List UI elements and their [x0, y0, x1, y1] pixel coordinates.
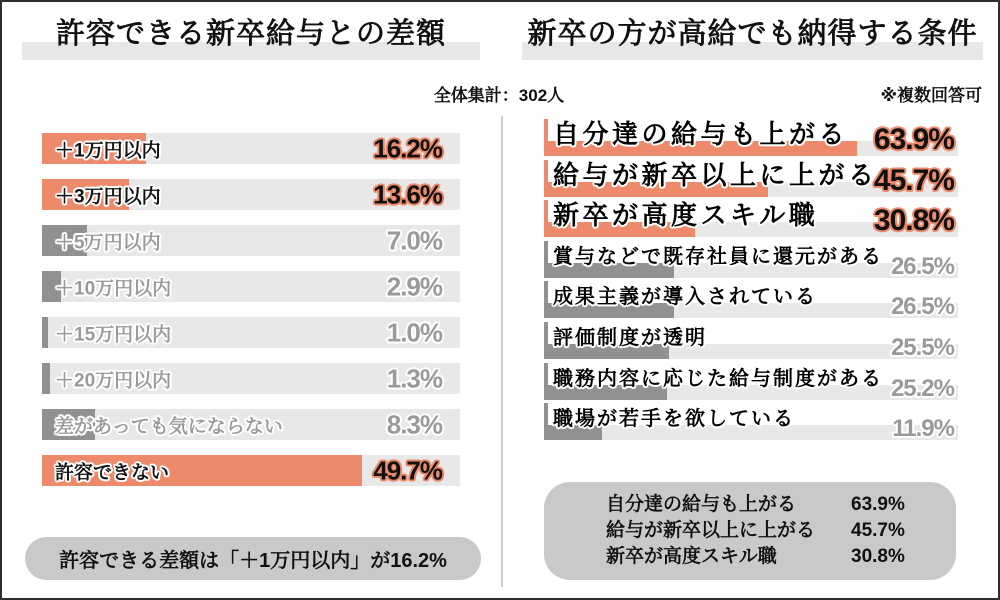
summary-value: 63.9%: [851, 494, 905, 515]
bar-label: 賞与などで既存社員に還元がある: [553, 245, 883, 268]
summary-row: [606, 492, 916, 518]
bar-left-tick: [544, 200, 548, 236]
bar-label: ＋1万円以内: [55, 140, 161, 161]
bar-label: ＋20万円以内: [55, 370, 172, 391]
bar-left-tick: [544, 403, 548, 439]
bar-label: 新卒が高度スキル職: [553, 200, 819, 231]
bar-row: [42, 133, 460, 164]
bar-row: [544, 320, 958, 361]
bar-row: [544, 117, 958, 158]
bar-label: 職務内容に応じた給与制度がある: [553, 367, 883, 390]
summary-row: [606, 544, 916, 570]
bar-fill: [42, 363, 50, 394]
bar-value: 25.2%: [890, 374, 954, 402]
bar-value: 16.2%: [373, 133, 442, 163]
bar-row: [544, 198, 958, 239]
left-summary-note: 許容できる差額は「＋1万円以内」が16.2%: [25, 537, 481, 580]
top-conditions-summary-box: [544, 482, 956, 580]
summary-label: 給与が新卒以上に上がる: [606, 520, 816, 541]
bar-value: 63.9%: [873, 123, 954, 156]
bar-row: [544, 279, 958, 320]
right-bar-chart: [544, 117, 958, 442]
bar-row: [544, 158, 958, 199]
summary-value: 30.8%: [851, 546, 905, 567]
bar-row: [544, 401, 958, 442]
summary-label: 自分達の給与も上がる: [606, 494, 797, 515]
bar-row: [42, 179, 460, 210]
bar-value: 1.3%: [386, 363, 442, 393]
bar-label: 差があっても気にならない: [55, 416, 283, 437]
summary-row: [606, 518, 916, 544]
bar-row: [42, 317, 460, 348]
bar-left-tick: [544, 322, 548, 358]
bar-fill: [42, 317, 48, 348]
multiple-answers-note: ※複数回答可: [880, 86, 982, 105]
bar-left-tick: [544, 363, 548, 399]
bar-value: 7.0%: [386, 225, 442, 255]
bar-label: ＋10万円以内: [55, 278, 172, 299]
bar-row: [544, 361, 958, 402]
bar-left-tick: [544, 241, 548, 277]
bar-row: [544, 239, 958, 280]
bar-row: [42, 363, 460, 394]
bar-row: [42, 409, 460, 440]
bar-label: 許容できない: [55, 462, 170, 483]
bar-value: 45.7%: [873, 163, 954, 197]
bar-value: 49.7%: [373, 455, 442, 485]
bar-left-tick: [544, 119, 548, 155]
bar-label: 職場が若手を欲している: [553, 408, 795, 431]
bar-value: 25.5%: [890, 333, 954, 361]
bar-row: [42, 225, 460, 256]
bar-label: ＋15万円以内: [55, 324, 172, 345]
bar-left-tick: [544, 281, 548, 317]
bar-value: 11.9%: [892, 415, 954, 443]
bar-value: 30.8%: [873, 204, 954, 238]
bar-value: 13.6%: [373, 179, 442, 209]
summary-value: 45.7%: [851, 520, 905, 541]
bar-value: 26.5%: [890, 252, 954, 280]
left-panel-title: 許容できる新卒給与との差額: [55, 18, 446, 50]
bar-row: [42, 455, 460, 486]
bar-label: 自分達の給与も上がる: [553, 119, 849, 149]
bar-label: ＋5万円以内: [55, 232, 161, 253]
bar-value: 8.3%: [386, 409, 442, 439]
panel-divider: [501, 116, 503, 587]
bar-left-tick: [544, 160, 548, 196]
left-bar-chart: [42, 133, 460, 501]
bar-value: 1.0%: [386, 317, 442, 347]
right-panel-title: 新卒の方が高給でも納得する条件: [527, 18, 978, 50]
bar-label: 評価制度が透明: [553, 326, 707, 349]
bar-label: ＋3万円以内: [55, 186, 161, 207]
bar-value: 26.5%: [890, 293, 954, 321]
bar-value: 2.9%: [386, 271, 442, 301]
summary-label: 新卒が高度スキル職: [606, 546, 777, 567]
bar-label: 給与が新卒以上に上がる: [553, 159, 878, 190]
sample-size-note: 全体集計：302人: [433, 86, 565, 105]
bar-row: [42, 271, 460, 302]
bar-label: 成果主義が導入されている: [553, 286, 817, 309]
